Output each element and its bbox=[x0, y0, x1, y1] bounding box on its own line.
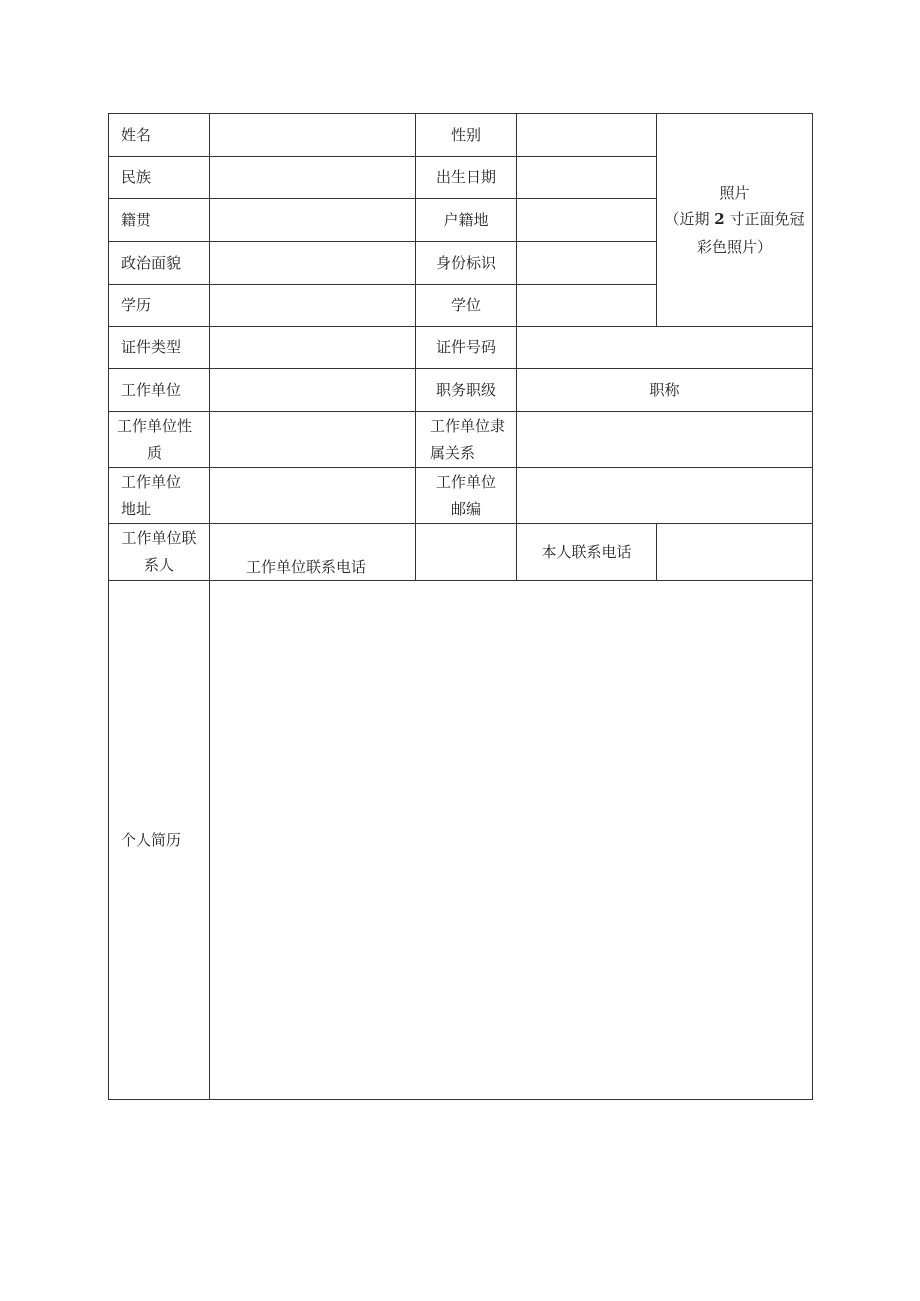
employer-postcode-field[interactable] bbox=[516, 467, 813, 524]
degree-label: 学位 bbox=[415, 284, 517, 327]
employer-label: 工作单位 bbox=[108, 368, 210, 412]
employer-nature-label: 工作单位性 质 bbox=[108, 411, 210, 468]
id-number-field[interactable] bbox=[516, 326, 813, 369]
birth-date-label: 出生日期 bbox=[415, 156, 517, 199]
education-field[interactable] bbox=[209, 284, 416, 327]
employer-phone-field[interactable] bbox=[415, 523, 517, 581]
employer-nature-field[interactable] bbox=[209, 411, 416, 468]
photo-title: 照片 bbox=[719, 184, 750, 202]
employer-field[interactable] bbox=[209, 368, 416, 412]
identity-field[interactable] bbox=[516, 241, 657, 285]
professional-title-label: 职称 bbox=[516, 368, 813, 412]
resume-field[interactable] bbox=[209, 580, 813, 1100]
employer-address-label: 工作单位 地址 bbox=[108, 467, 210, 524]
id-type-label: 证件类型 bbox=[108, 326, 210, 369]
gender-field[interactable] bbox=[516, 113, 657, 157]
photo-note-line2: 彩色照片） bbox=[696, 238, 772, 256]
gender-label: 性别 bbox=[415, 113, 517, 157]
birth-date-field[interactable] bbox=[516, 156, 657, 199]
id-number-label: 证件号码 bbox=[415, 326, 517, 369]
employer-address-field[interactable] bbox=[209, 467, 416, 524]
employer-affiliation-label: 工作单位隶 属关系 bbox=[415, 411, 517, 468]
id-type-field[interactable] bbox=[209, 326, 416, 369]
employer-affiliation-field[interactable] bbox=[516, 411, 813, 468]
degree-field[interactable] bbox=[516, 284, 657, 327]
hukou-field[interactable] bbox=[516, 198, 657, 242]
identity-label: 身份标识 bbox=[415, 241, 517, 285]
name-label: 姓名 bbox=[108, 113, 210, 157]
employer-phone-label: 工作单位联系电话 bbox=[246, 558, 367, 576]
ethnicity-label: 民族 bbox=[108, 156, 210, 199]
personal-phone-field[interactable] bbox=[656, 523, 813, 581]
photo-note-line1: （近期 2 寸正面免冠 bbox=[664, 210, 805, 228]
political-status-field[interactable] bbox=[209, 241, 416, 285]
native-place-field[interactable] bbox=[209, 198, 416, 242]
position-rank-label: 职务职级 bbox=[415, 368, 517, 412]
personal-phone-label: 本人联系电话 bbox=[516, 523, 657, 581]
political-status-label: 政治面貌 bbox=[108, 241, 210, 285]
employer-contact-label: 工作单位联 系人 bbox=[108, 523, 210, 581]
hukou-label: 户籍地 bbox=[415, 198, 517, 242]
native-place-label: 籍贯 bbox=[108, 198, 210, 242]
education-label: 学历 bbox=[108, 284, 210, 327]
photo-box[interactable] bbox=[656, 113, 813, 327]
ethnicity-field[interactable] bbox=[209, 156, 416, 199]
application-form-table bbox=[108, 113, 813, 1100]
name-field[interactable] bbox=[209, 113, 416, 157]
employer-postcode-label: 工作单位 邮编 bbox=[415, 467, 517, 524]
resume-label: 个人简历 bbox=[108, 580, 210, 1100]
employer-phone-label-cell bbox=[209, 523, 416, 581]
